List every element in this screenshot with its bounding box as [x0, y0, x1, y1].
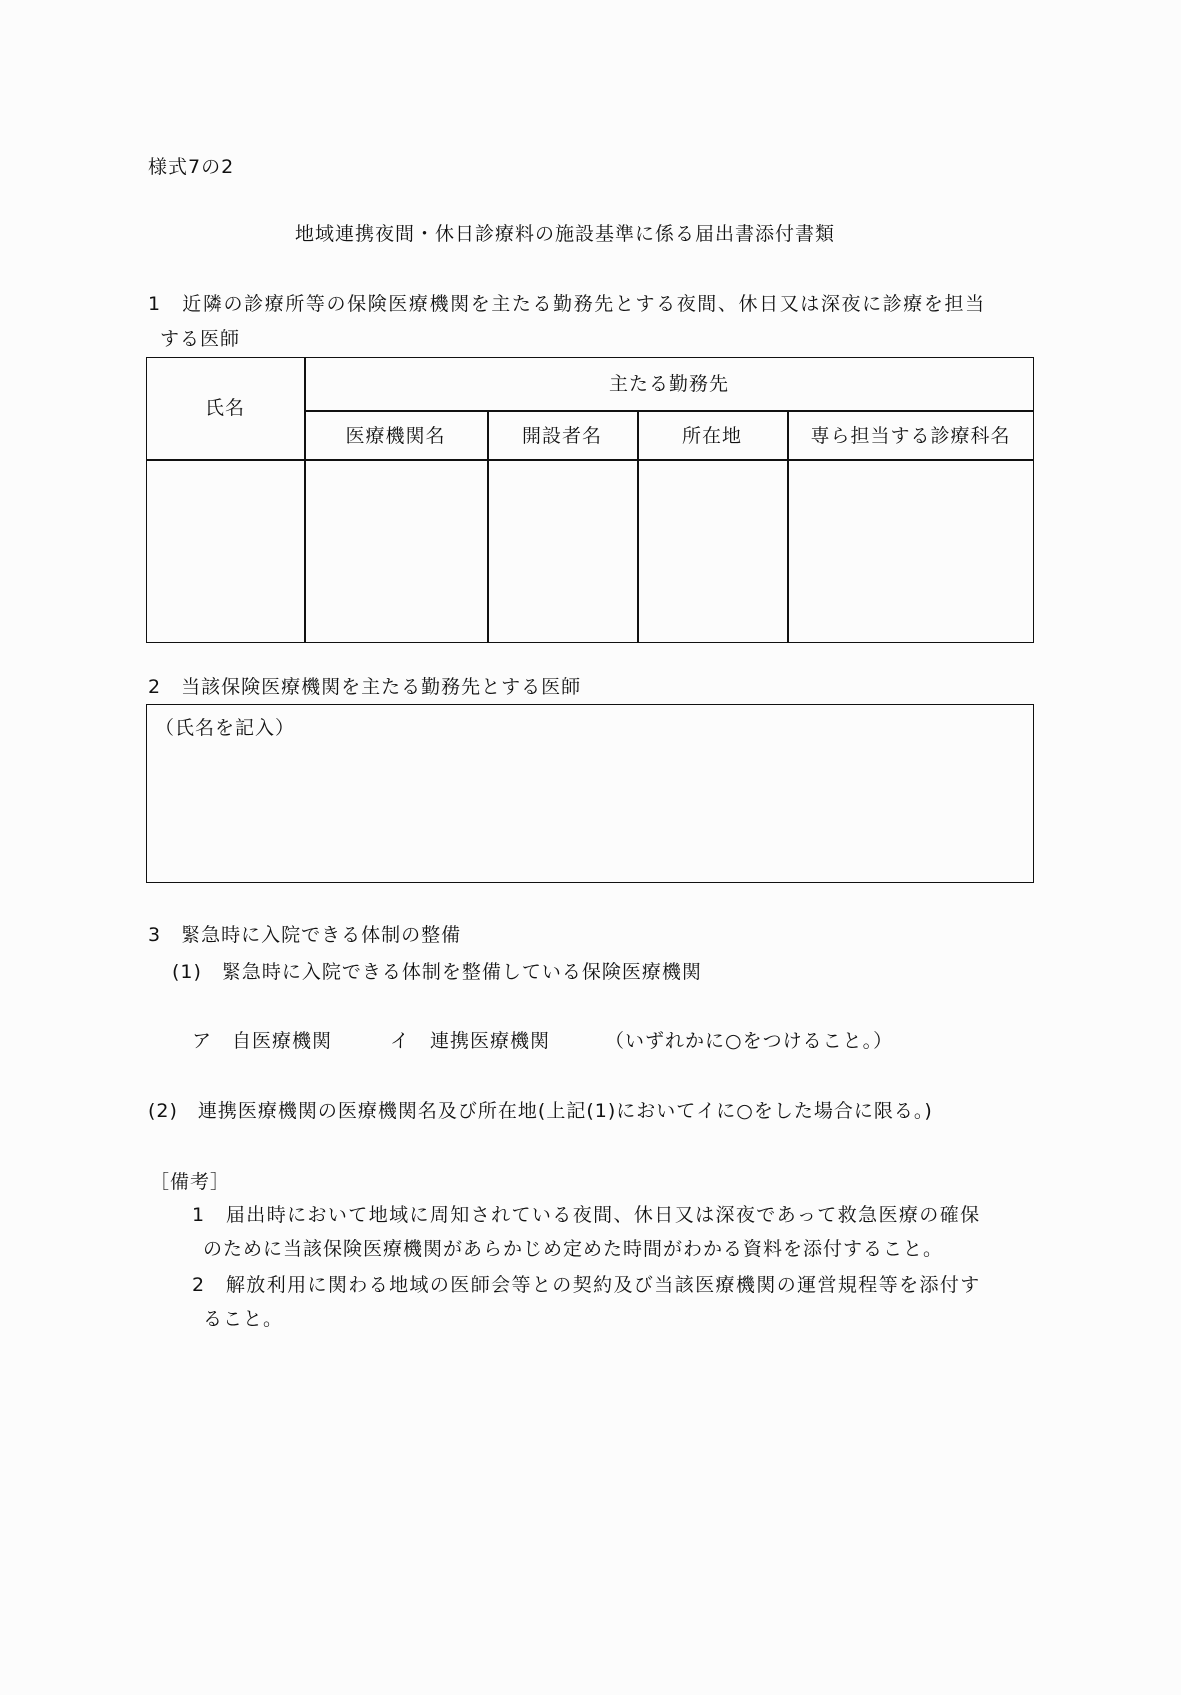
section1-heading-line2: する医師: [160, 328, 241, 350]
option-instruction-note: （いずれかに○をつけること。）: [605, 1030, 894, 1052]
form-number: 様式7の2: [148, 156, 235, 178]
document-title: 地域連携夜間・休日診療料の施設基準に係る届出書添付書類: [295, 223, 836, 245]
remark-1-line1: 1 届出時において地域に周知されている夜間、休日又は深夜であって救急医療の確保: [192, 1204, 981, 1226]
section2-heading: 2 当該保険医療機関を主たる勤務先とする医師: [148, 676, 582, 698]
header-founder-name: 開設者名: [521, 425, 602, 447]
option-partner-institution[interactable]: イ 連携医療機関: [390, 1030, 551, 1052]
section3-sub1: (1) 緊急時に入院できる体制を整備している保険医療機関: [172, 961, 702, 983]
remark-2-line1: 2 解放利用に関わる地域の医師会等との契約及び当該医療機関の運営規程等を添付す: [192, 1274, 981, 1296]
header-institution-name: 医療機関名: [345, 425, 446, 447]
header-main-workplace: 主たる勤務先: [608, 373, 729, 395]
doctor-name-box[interactable]: [146, 704, 1034, 883]
remarks-heading: ［備考］: [150, 1171, 231, 1193]
option-own-institution[interactable]: ア 自医療機関: [192, 1030, 333, 1052]
cell-institution-input[interactable]: [306, 461, 486, 641]
cell-location-input[interactable]: [639, 461, 786, 641]
cell-name-input[interactable]: [148, 461, 303, 641]
section1-heading-line1: 1 近隣の診療所等の保険医療機関を主たる勤務先とする夜間、休日又は深夜に診療を担当: [148, 293, 986, 315]
header-department: 専ら担当する診療科名: [810, 425, 1011, 447]
divider: [304, 410, 1034, 412]
header-location: 所在地: [681, 425, 742, 447]
cell-department-input[interactable]: [789, 461, 1032, 641]
section3-heading: 3 緊急時に入院できる体制の整備: [148, 924, 462, 946]
header-name: 氏名: [204, 397, 245, 419]
remark-2-line2: ること。: [203, 1308, 284, 1330]
remark-1-line2: のために当該保険医療機関があらかじめ定めた時間がわかる資料を添付すること。: [203, 1238, 944, 1260]
section3-sub2: (2) 連携医療機関の医療機関名及び所在地(上記(1)においてイに○をした場合に限る。): [148, 1100, 933, 1122]
doctor-name-hint: （氏名を記入）: [155, 717, 296, 739]
cell-founder-input[interactable]: [489, 461, 636, 641]
